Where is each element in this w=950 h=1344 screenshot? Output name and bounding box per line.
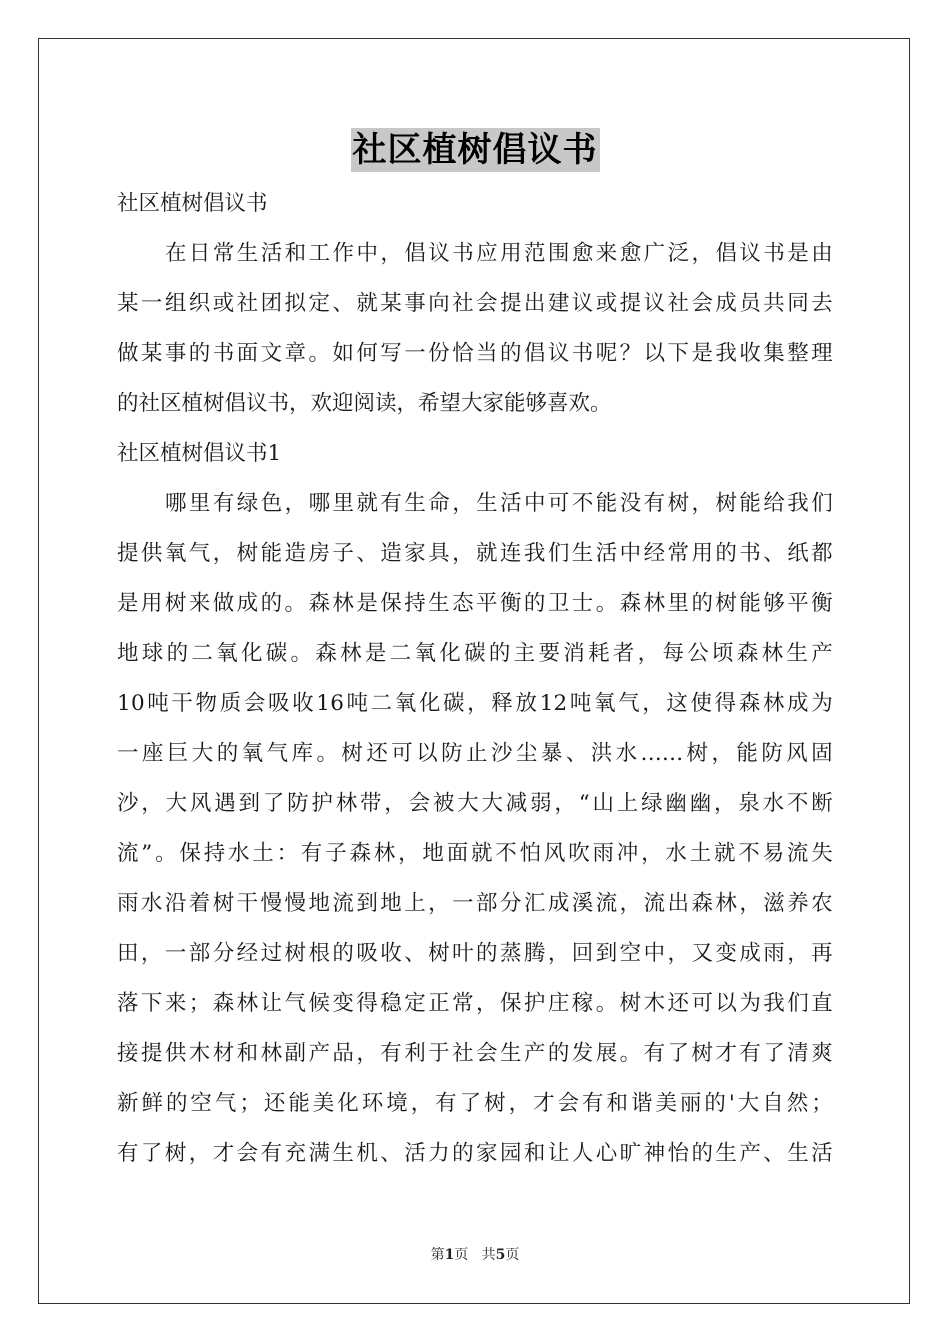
page-footer	[0, 1244, 950, 1264]
document-body	[117, 179, 833, 1179]
section1-line: 一座巨大的氧气库。树还可以防止沙尘暴、洪水......树，能防风固	[117, 741, 833, 766]
intro-paragraph	[117, 229, 833, 429]
page-prefix: 第	[430, 1247, 445, 1263]
section1-line: 雨水沿着树干慢慢地流到地上，一部分汇成溪流，流出森林，滋养农	[117, 891, 833, 916]
title-wrap	[0, 128, 950, 172]
section1-line: 落下来；森林让气候变得稳定正常，保护庄稼。树木还可以为我们直	[117, 991, 833, 1016]
section1-line: 提供氧气，树能造房子、造家具，就连我们生活中经常用的书、纸都	[117, 541, 833, 566]
total-suffix: 页	[505, 1247, 520, 1263]
section1-line: 接提供木材和林副产品，有利于社会生产的发展。有了树才有了清爽	[117, 1041, 833, 1066]
section1-line: 新鲜的空气；还能美化环境，有了树，才会有和谐美丽的'大自然；	[117, 1091, 833, 1116]
intro-line: 某一组织或社团拟定、就某事向社会提出建议或提议社会成员共同去	[117, 291, 833, 316]
intro-line: 在日常生活和工作中，倡议书应用范围愈来愈广泛，倡议书是由	[165, 241, 833, 266]
section1-line: 是用树来做成的。森林是保持生态平衡的卫士。森林里的树能够平衡	[117, 591, 833, 616]
intro-line: 做某事的书面文章。如何写一份恰当的倡议书呢？以下是我收集整理	[117, 341, 833, 366]
section1-heading: 社区植树倡议书1	[117, 441, 282, 466]
intro-line: 的社区植树倡议书，欢迎阅读，希望大家能够喜欢。	[117, 391, 612, 416]
page-total: 5	[495, 1247, 506, 1263]
document-subtitle: 社区植树倡议书	[117, 191, 268, 216]
section1-paragraph	[117, 479, 833, 1179]
document-title: 社区植树倡议书	[352, 130, 598, 170]
section1-line: 沙，大风遇到了防护林带，会被大大减弱，“山上绿幽幽，泉水不断	[117, 791, 833, 816]
section1-line: 流”。保持水土：有子森林，地面就不怕风吹雨冲，水土就不易流失	[117, 841, 833, 866]
total-prefix: 共	[481, 1247, 496, 1263]
page-suffix: 页	[454, 1247, 469, 1263]
page-current: 1	[444, 1247, 455, 1263]
section1-line: 哪里有绿色，哪里就有生命，生活中可不能没有树，树能给我们	[165, 491, 833, 516]
section1-line: 地球的二氧化碳。森林是二氧化碳的主要消耗者，每公顷森林生产	[117, 641, 833, 666]
section1-line: 有了树，才会有充满生机、活力的家园和让人心旷神怡的生产、生活	[117, 1141, 833, 1166]
section1-line: 10吨干物质会吸收16吨二氧化碳，释放12吨氧气，这使得森林成为	[117, 691, 833, 716]
section1-line: 田，一部分经过树根的吸收、树叶的蒸腾，回到空中，又变成雨，再	[117, 941, 833, 966]
